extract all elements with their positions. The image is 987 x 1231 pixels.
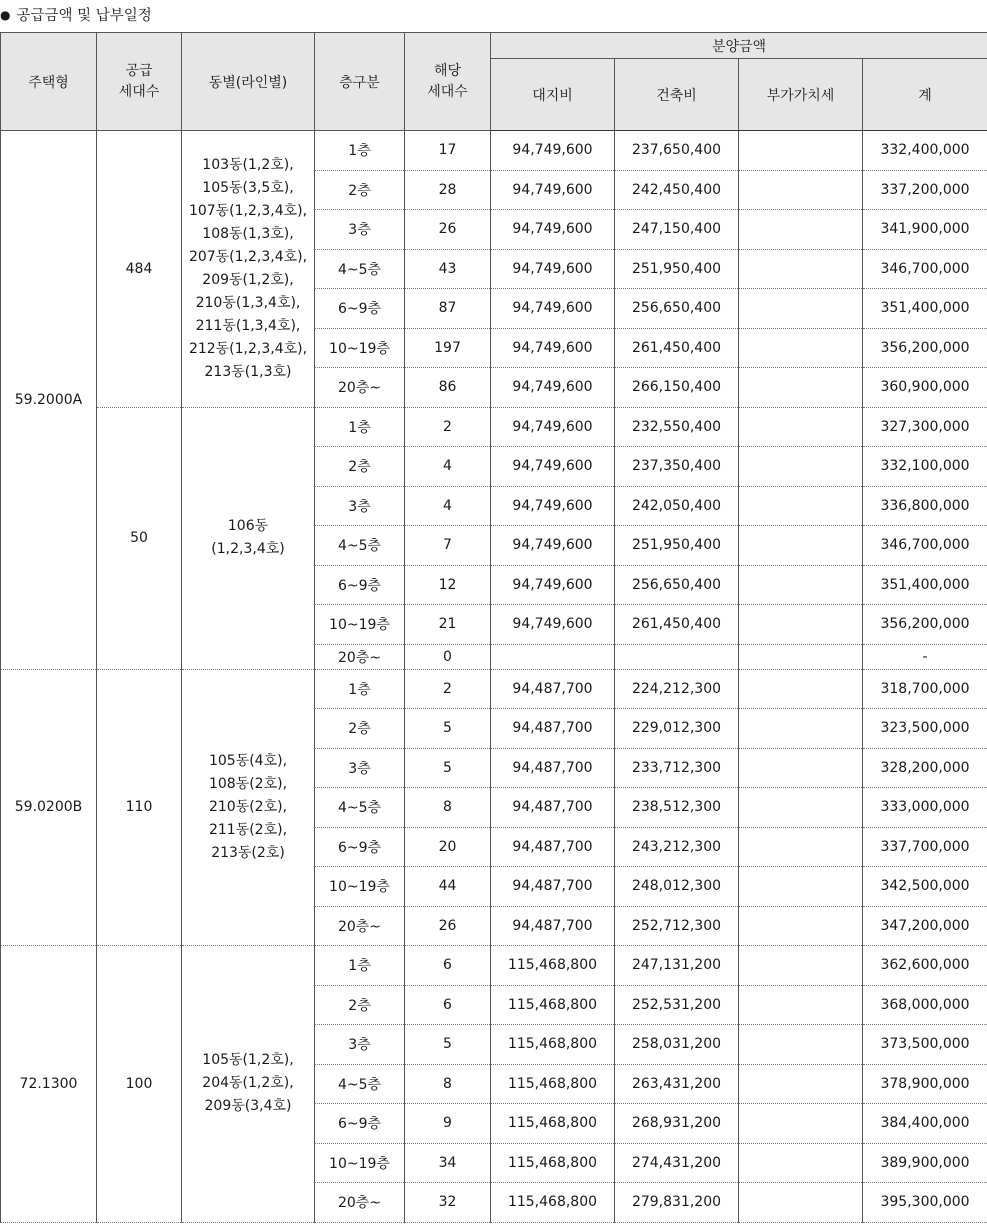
building-price-cell: 261,450,400 — [615, 328, 739, 368]
floor-cell: 6~9층 — [315, 827, 405, 867]
building-price-cell: 247,131,200 — [615, 946, 739, 986]
housing-type-cell: 59.0200B — [1, 669, 97, 946]
section-title — [0, 0, 152, 30]
total-price-cell: 327,300,000 — [863, 407, 987, 447]
vat-cell — [739, 906, 863, 946]
total-price-cell: 373,500,000 — [863, 1025, 987, 1065]
building-price-cell: 263,431,200 — [615, 1064, 739, 1104]
floor-cell: 4~5층 — [315, 526, 405, 566]
vat-cell — [739, 827, 863, 867]
units-cell: 43 — [405, 249, 491, 289]
land-price-cell: 94,487,700 — [491, 867, 615, 907]
units-cell: 87 — [405, 289, 491, 329]
building-price-cell: 252,531,200 — [615, 985, 739, 1025]
units-cell: 26 — [405, 210, 491, 250]
land-price-cell: 94,749,600 — [491, 289, 615, 329]
total-price-cell: 356,200,000 — [863, 605, 987, 645]
building-line: 207동(1,2,3,4호), — [188, 248, 308, 265]
building-price-cell: 274,431,200 — [615, 1143, 739, 1183]
units-cell: 2 — [405, 407, 491, 447]
land-price-cell: 94,749,600 — [491, 526, 615, 566]
vat-cell — [739, 249, 863, 289]
units-cell: 32 — [405, 1183, 491, 1223]
vat-cell — [739, 368, 863, 408]
header-housing-type: 주택형 — [1, 33, 97, 131]
land-price-cell: 115,468,800 — [491, 1025, 615, 1065]
floor-cell: 4~5층 — [315, 249, 405, 289]
building-price-cell: 242,450,400 — [615, 170, 739, 210]
housing-type-cell: 72.1300 — [1, 946, 97, 1223]
units-cell: 86 — [405, 368, 491, 408]
total-price-cell: 368,000,000 — [863, 985, 987, 1025]
floor-cell: 10~19층 — [315, 605, 405, 645]
land-price-cell: 115,468,800 — [491, 985, 615, 1025]
floor-cell: 20층~ — [315, 1183, 405, 1223]
total-price-cell: 341,900,000 — [863, 210, 987, 250]
floor-cell: 1층 — [315, 946, 405, 986]
vat-cell — [739, 447, 863, 487]
building-price-cell: 279,831,200 — [615, 1183, 739, 1223]
units-cell: 197 — [405, 328, 491, 368]
land-price-cell: 94,749,600 — [491, 249, 615, 289]
units-cell: 7 — [405, 526, 491, 566]
vat-cell — [739, 669, 863, 709]
land-price-cell: 94,749,600 — [491, 447, 615, 487]
land-price-cell: 94,749,600 — [491, 210, 615, 250]
floor-cell: 2층 — [315, 985, 405, 1025]
vat-cell — [739, 788, 863, 828]
building-line: 212동(1,2,3,4호), — [188, 340, 308, 357]
units-cell: 5 — [405, 709, 491, 749]
total-price-cell: 318,700,000 — [863, 669, 987, 709]
land-price-cell: 94,749,600 — [491, 407, 615, 447]
price-table — [0, 32, 987, 1223]
total-price-cell: 395,300,000 — [863, 1183, 987, 1223]
land-price-cell: 115,468,800 — [491, 946, 615, 986]
floor-cell: 1층 — [315, 131, 405, 171]
floor-cell: 2층 — [315, 447, 405, 487]
units-cell: 0 — [405, 644, 491, 669]
vat-cell — [739, 407, 863, 447]
units-cell: 5 — [405, 1025, 491, 1065]
building-price-cell: 256,650,400 — [615, 565, 739, 605]
units-cell: 8 — [405, 788, 491, 828]
total-price-cell: 323,500,000 — [863, 709, 987, 749]
header-supply-units-line1: 공급 — [125, 62, 153, 79]
total-price-cell: 346,700,000 — [863, 249, 987, 289]
building-line: 209동(1,2호), — [202, 271, 294, 288]
building-line: 105동(3,5호), — [202, 179, 294, 196]
building-line: 210동(1,3,4호), — [195, 294, 301, 311]
housing-type-cell: 59.2000A — [1, 131, 97, 670]
building-price-cell: 232,550,400 — [615, 407, 739, 447]
building-line: 213동(2호) — [211, 844, 285, 861]
land-price-cell: 115,468,800 — [491, 1143, 615, 1183]
units-cell: 4 — [405, 447, 491, 487]
units-cell: 8 — [405, 1064, 491, 1104]
units-cell: 44 — [405, 867, 491, 907]
total-price-cell: 351,400,000 — [863, 565, 987, 605]
floor-cell: 2층 — [315, 170, 405, 210]
floor-cell: 20층~ — [315, 368, 405, 408]
building-price-cell: 268,931,200 — [615, 1104, 739, 1144]
vat-cell — [739, 1183, 863, 1223]
units-cell: 6 — [405, 946, 491, 986]
total-price-cell: 356,200,000 — [863, 328, 987, 368]
table-row — [1, 407, 987, 447]
header-vat: 부가가치세 — [739, 59, 863, 131]
units-cell: 26 — [405, 906, 491, 946]
floor-cell: 6~9층 — [315, 289, 405, 329]
building-line: 211동(1,3,4호), — [195, 317, 301, 334]
land-price-cell: 94,749,600 — [491, 131, 615, 171]
floor-cell: 20층~ — [315, 644, 405, 669]
land-price-cell: 94,749,600 — [491, 486, 615, 526]
total-price-cell: 337,200,000 — [863, 170, 987, 210]
building-lines-cell — [182, 407, 315, 669]
supply-units-cell: 50 — [97, 407, 182, 669]
land-price-cell: 94,749,600 — [491, 605, 615, 645]
header-units — [405, 33, 491, 131]
building-price-cell: 224,212,300 — [615, 669, 739, 709]
total-price-cell: 336,800,000 — [863, 486, 987, 526]
floor-cell: 6~9층 — [315, 565, 405, 605]
building-price-cell — [615, 644, 739, 669]
vat-cell — [739, 946, 863, 986]
header-building-cost: 건축비 — [615, 59, 739, 131]
units-cell: 9 — [405, 1104, 491, 1144]
supply-units-cell: 110 — [97, 669, 182, 946]
header-price-group: 분양금액 — [491, 33, 987, 59]
header-floor: 층구분 — [315, 33, 405, 131]
land-price-cell: 94,487,700 — [491, 906, 615, 946]
table-row — [1, 669, 987, 709]
table-row — [1, 946, 987, 986]
building-line: 211동(2호), — [208, 821, 288, 838]
units-cell: 20 — [405, 827, 491, 867]
building-price-cell: 229,012,300 — [615, 709, 739, 749]
vat-cell — [739, 328, 863, 368]
land-price-cell: 115,468,800 — [491, 1104, 615, 1144]
vat-cell — [739, 1025, 863, 1065]
floor-cell: 4~5층 — [315, 1064, 405, 1104]
floor-cell: 10~19층 — [315, 328, 405, 368]
building-price-cell: 252,712,300 — [615, 906, 739, 946]
total-price-cell: 362,600,000 — [863, 946, 987, 986]
total-price-cell: 333,000,000 — [863, 788, 987, 828]
land-price-cell: 94,749,600 — [491, 368, 615, 408]
total-price-cell: 328,200,000 — [863, 748, 987, 788]
supply-units-cell: 100 — [97, 946, 182, 1223]
building-price-cell: 251,950,400 — [615, 249, 739, 289]
floor-cell: 3층 — [315, 748, 405, 788]
total-price-cell: - — [863, 644, 987, 669]
total-price-cell: 332,100,000 — [863, 447, 987, 487]
building-line: 106동 — [227, 518, 269, 534]
building-price-cell: 258,031,200 — [615, 1025, 739, 1065]
building-line: 209동(3,4호) — [204, 1098, 292, 1115]
vat-cell — [739, 131, 863, 171]
building-lines-cell — [182, 946, 315, 1223]
land-price-cell: 94,749,600 — [491, 328, 615, 368]
units-cell: 6 — [405, 985, 491, 1025]
land-price-cell: 94,749,600 — [491, 170, 615, 210]
vat-cell — [739, 526, 863, 566]
vat-cell — [739, 709, 863, 749]
building-price-cell: 242,050,400 — [615, 486, 739, 526]
bullet-icon: ● — [0, 8, 11, 22]
land-price-cell — [491, 644, 615, 669]
total-price-cell: 360,900,000 — [863, 368, 987, 408]
floor-cell: 1층 — [315, 669, 405, 709]
land-price-cell: 115,468,800 — [491, 1183, 615, 1223]
land-price-cell: 94,749,600 — [491, 565, 615, 605]
building-line: 204동(1,2호), — [202, 1075, 294, 1092]
floor-cell: 3층 — [315, 1025, 405, 1065]
vat-cell — [739, 605, 863, 645]
vat-cell — [739, 1143, 863, 1183]
floor-cell: 2층 — [315, 709, 405, 749]
units-cell: 17 — [405, 131, 491, 171]
vat-cell — [739, 644, 863, 669]
land-price-cell: 94,487,700 — [491, 827, 615, 867]
vat-cell — [739, 170, 863, 210]
units-cell: 5 — [405, 748, 491, 788]
land-price-cell: 94,487,700 — [491, 748, 615, 788]
header-building: 동별(라인별) — [182, 33, 315, 131]
vat-cell — [739, 748, 863, 788]
total-price-cell: 332,400,000 — [863, 131, 987, 171]
header-supply-units — [97, 33, 182, 131]
vat-cell — [739, 1064, 863, 1104]
land-price-cell: 115,468,800 — [491, 1064, 615, 1104]
floor-cell: 1층 — [315, 407, 405, 447]
building-price-cell: 243,212,300 — [615, 827, 739, 867]
floor-cell: 20층~ — [315, 906, 405, 946]
vat-cell — [739, 985, 863, 1025]
floor-cell: 6~9층 — [315, 1104, 405, 1144]
building-line: (1,2,3,4호) — [211, 541, 285, 557]
units-cell: 4 — [405, 486, 491, 526]
building-price-cell: 233,712,300 — [615, 748, 739, 788]
table-body — [1, 131, 987, 1223]
units-cell: 12 — [405, 565, 491, 605]
total-price-cell: 342,500,000 — [863, 867, 987, 907]
vat-cell — [739, 1104, 863, 1144]
building-line: 108동(1,3호), — [202, 225, 294, 242]
land-price-cell: 94,487,700 — [491, 788, 615, 828]
building-price-cell: 248,012,300 — [615, 867, 739, 907]
land-price-cell: 94,487,700 — [491, 669, 615, 709]
header-total: 계 — [863, 59, 987, 131]
floor-cell: 3층 — [315, 486, 405, 526]
units-cell: 21 — [405, 605, 491, 645]
total-price-cell: 384,400,000 — [863, 1104, 987, 1144]
floor-cell: 10~19층 — [315, 1143, 405, 1183]
total-price-cell: 347,200,000 — [863, 906, 987, 946]
floor-cell: 10~19층 — [315, 867, 405, 907]
units-cell: 2 — [405, 669, 491, 709]
building-price-cell: 238,512,300 — [615, 788, 739, 828]
total-price-cell: 346,700,000 — [863, 526, 987, 566]
units-cell: 28 — [405, 170, 491, 210]
building-price-cell: 247,150,400 — [615, 210, 739, 250]
building-price-cell: 256,650,400 — [615, 289, 739, 329]
floor-cell: 4~5층 — [315, 788, 405, 828]
building-price-cell: 237,350,400 — [615, 447, 739, 487]
supply-units-cell: 484 — [97, 131, 182, 408]
building-price-cell: 237,650,400 — [615, 131, 739, 171]
vat-cell — [739, 867, 863, 907]
floor-cell: 3층 — [315, 210, 405, 250]
vat-cell — [739, 210, 863, 250]
section-title-text: 공급금액 및 납부일정 — [16, 8, 152, 24]
building-line: 107동(1,2,3,4호), — [188, 202, 308, 219]
building-line: 105동(4호), — [208, 752, 288, 769]
building-line: 105동(1,2호), — [202, 1052, 294, 1069]
vat-cell — [739, 486, 863, 526]
building-line: 210동(2호), — [208, 798, 288, 815]
header-land: 대지비 — [491, 59, 615, 131]
building-line: 213동(1,3호) — [204, 363, 292, 380]
building-price-cell: 266,150,400 — [615, 368, 739, 408]
building-lines-cell — [182, 669, 315, 946]
vat-cell — [739, 565, 863, 605]
header-units-line2: 세대수 — [427, 83, 468, 100]
building-line: 108동(2호), — [208, 775, 288, 792]
total-price-cell: 337,700,000 — [863, 827, 987, 867]
vat-cell — [739, 289, 863, 329]
units-cell: 34 — [405, 1143, 491, 1183]
header-units-line1: 해당 — [433, 62, 462, 79]
land-price-cell: 94,487,700 — [491, 709, 615, 749]
building-line: 103동(1,2호), — [202, 156, 294, 173]
header-supply-units-line2: 세대수 — [118, 83, 160, 100]
building-price-cell: 251,950,400 — [615, 526, 739, 566]
building-price-cell: 261,450,400 — [615, 605, 739, 645]
total-price-cell: 351,400,000 — [863, 289, 987, 329]
total-price-cell: 389,900,000 — [863, 1143, 987, 1183]
building-lines-cell — [182, 131, 315, 408]
table-row — [1, 131, 987, 171]
total-price-cell: 378,900,000 — [863, 1064, 987, 1104]
